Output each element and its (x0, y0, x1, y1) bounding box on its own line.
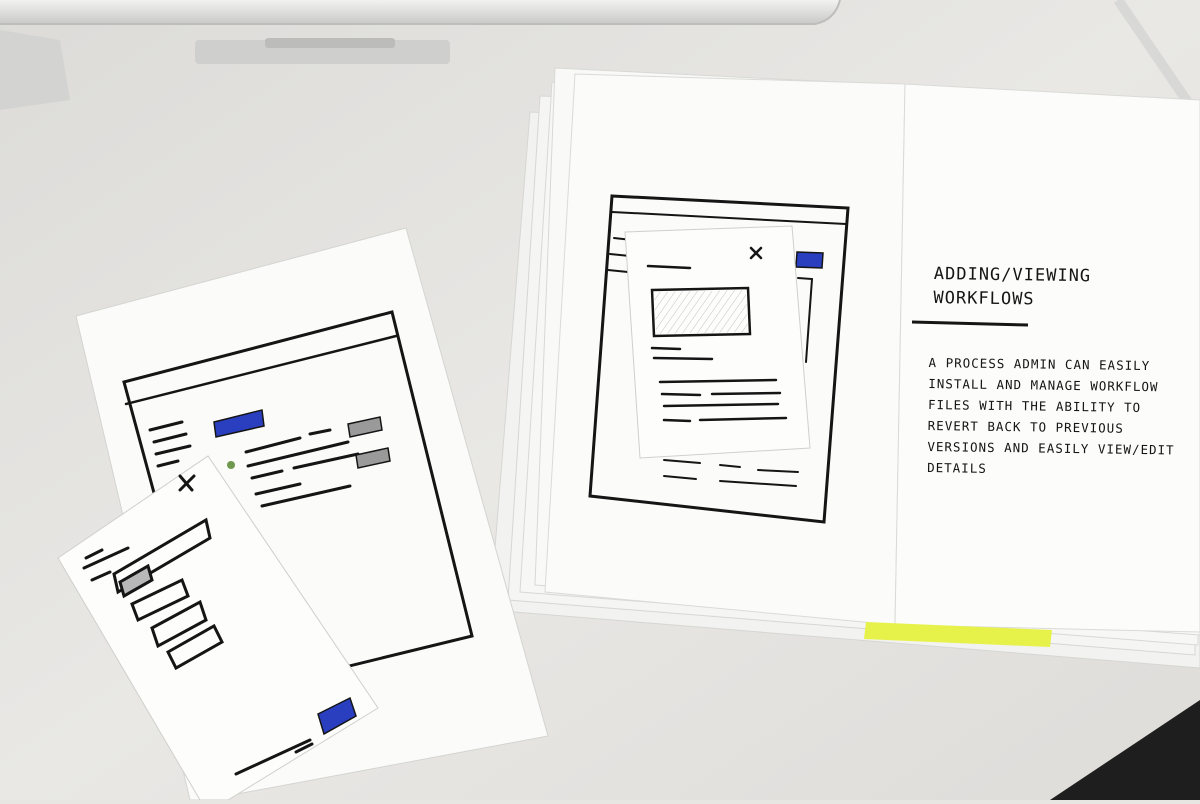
note-title: ADDING/VIEWING WORKFLOWS (933, 264, 1092, 310)
handwritten-note (927, 262, 1190, 482)
blue-button-marker (796, 252, 823, 268)
stack-modal-card (625, 226, 810, 458)
note-body: A PROCESS ADMIN CAN EASILY INSTALL AND MANAGE WORKFLOW FILES WITH THE ABILITY TO REVERT BACK TO PREVIOUS VERSIONS AND EASILY VIEW/EDIT DETAILS (927, 354, 1175, 476)
